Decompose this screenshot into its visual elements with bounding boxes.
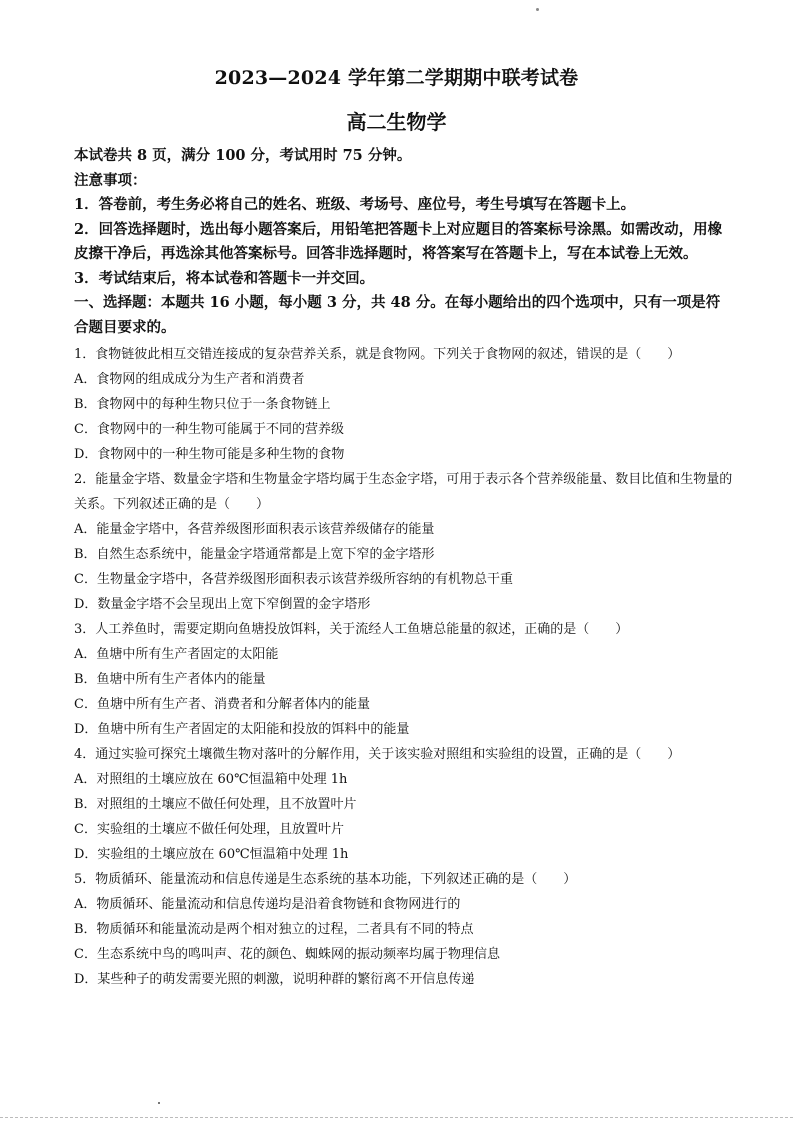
corner-dot-mark xyxy=(536,8,539,11)
footer-dot-mark xyxy=(158,1102,160,1104)
option-b: B．食物网中的每种生物只位于一条食物链上 xyxy=(74,397,331,412)
option-a: A．对照组的土壤应放在 60℃恒温箱中处理 1h xyxy=(74,772,348,787)
option-c: C．生态系统中鸟的鸣叫声、花的颜色、蜘蛛网的振动频率均属于物理信息 xyxy=(74,947,500,962)
option-b: B．对照组的土壤应不做任何处理，且不放置叶片 xyxy=(74,797,357,812)
page-bottom-divider xyxy=(0,1117,793,1118)
exam-subject: 高二生物学 xyxy=(346,110,447,134)
option-d: D．鱼塘中所有生产者固定的太阳能和投放的饵料中的能量 xyxy=(74,722,410,737)
question-3 xyxy=(74,617,734,742)
option-b: B．自然生态系统中，能量金字塔通常都是上宽下窄的金字塔形 xyxy=(74,547,435,562)
question-stem: 5．物质循环、能量流动和信息传递是生态系统的基本功能，下列叙述正确的是（ ） xyxy=(74,872,577,887)
question-4 xyxy=(74,742,734,867)
notice-heading: 注意事项： xyxy=(74,171,147,189)
question-1 xyxy=(74,342,734,467)
question-stem: 4．通过实验可探究土壤微生物对落叶的分解作用，关于该实验对照组和实验组的设置，正确的是（ ） xyxy=(74,747,681,762)
option-d: D．某些种子的萌发需要光照的刺激，说明种群的繁衍离不开信息传递 xyxy=(74,972,475,987)
option-d: D．实验组的土壤应放在 60℃恒温箱中处理 1h xyxy=(74,847,349,862)
notice-item-3: 3．考试结束后，将本试卷和答题卡一并交回。 xyxy=(74,269,375,287)
option-c: C．生物量金字塔中，各营养级图形面积表示该营养级所容纳的有机物总干重 xyxy=(74,572,513,587)
option-b: B．鱼塘中所有生产者体内的能量 xyxy=(74,672,266,687)
section-heading: 一、选择题：本题共 16 小题，每小题 3 分，共 48 分。在每小题给出的四个选项中，只有一项是符合题目要求的。 xyxy=(74,294,721,336)
exam-content xyxy=(74,144,734,992)
option-c: C．食物网中的一种生物可能属于不同的营养级 xyxy=(74,422,344,437)
question-stem: 2．能量金字塔、数量金字塔和生物量金字塔均属于生态金字塔，可用于表示各个营养级能量、数目比值和生物量的关系。下列叙述正确的是（ ） xyxy=(74,472,733,512)
exam-intro: 本试卷共 8 页，满分 100 分，考试用时 75 分钟。 xyxy=(74,147,412,164)
question-stem: 3．人工养鱼时，需要定期向鱼塘投放饵料，关于流经人工鱼塘总能量的叙述，正确的是（ ） xyxy=(74,622,629,637)
notice-item-1: 1．答卷前，考生务必将自己的姓名、班级、考场号、座位号，考生号填写在答题卡上。 xyxy=(74,196,636,213)
option-c: C．鱼塘中所有生产者、消费者和分解者体内的能量 xyxy=(74,697,370,712)
option-d: D．食物网中的一种生物可能是多种生物的食物 xyxy=(74,447,345,462)
exam-title: 2023—2024 学年第二学期期中联考试卷 xyxy=(214,67,579,89)
question-stem: 1．食物链彼此相互交错连接成的复杂营养关系，就是食物网。下列关于食物网的叙述，错误的是（ ） xyxy=(74,347,681,362)
option-d: D．数量金字塔不会呈现出上宽下窄倒置的金字塔形 xyxy=(74,597,371,612)
question-2 xyxy=(74,467,734,617)
option-b: B．物质循环和能量流动是两个相对独立的过程，二者具有不同的特点 xyxy=(74,922,474,937)
option-c: C．实验组的土壤应不做任何处理，且放置叶片 xyxy=(74,822,344,837)
option-a: A．食物网的组成成分为生产者和消费者 xyxy=(74,372,305,387)
option-a: A．物质循环、能量流动和信息传递均是沿着食物链和食物网进行的 xyxy=(74,897,461,912)
option-a: A．鱼塘中所有生产者固定的太阳能 xyxy=(74,647,279,662)
notice-item-2: 2．回答选择题时，选出每小题答案后，用铅笔把答题卡上对应题目的答案标号涂黑。如需改动，用橡皮擦干净后，再选涂其他答案标号。回答非选择题时，将答案写在答题卡上，写在本试卷上无效。 xyxy=(74,220,723,262)
option-a: A．能量金字塔中，各营养级图形面积表示该营养级储存的能量 xyxy=(74,522,435,537)
question-5 xyxy=(74,867,734,992)
